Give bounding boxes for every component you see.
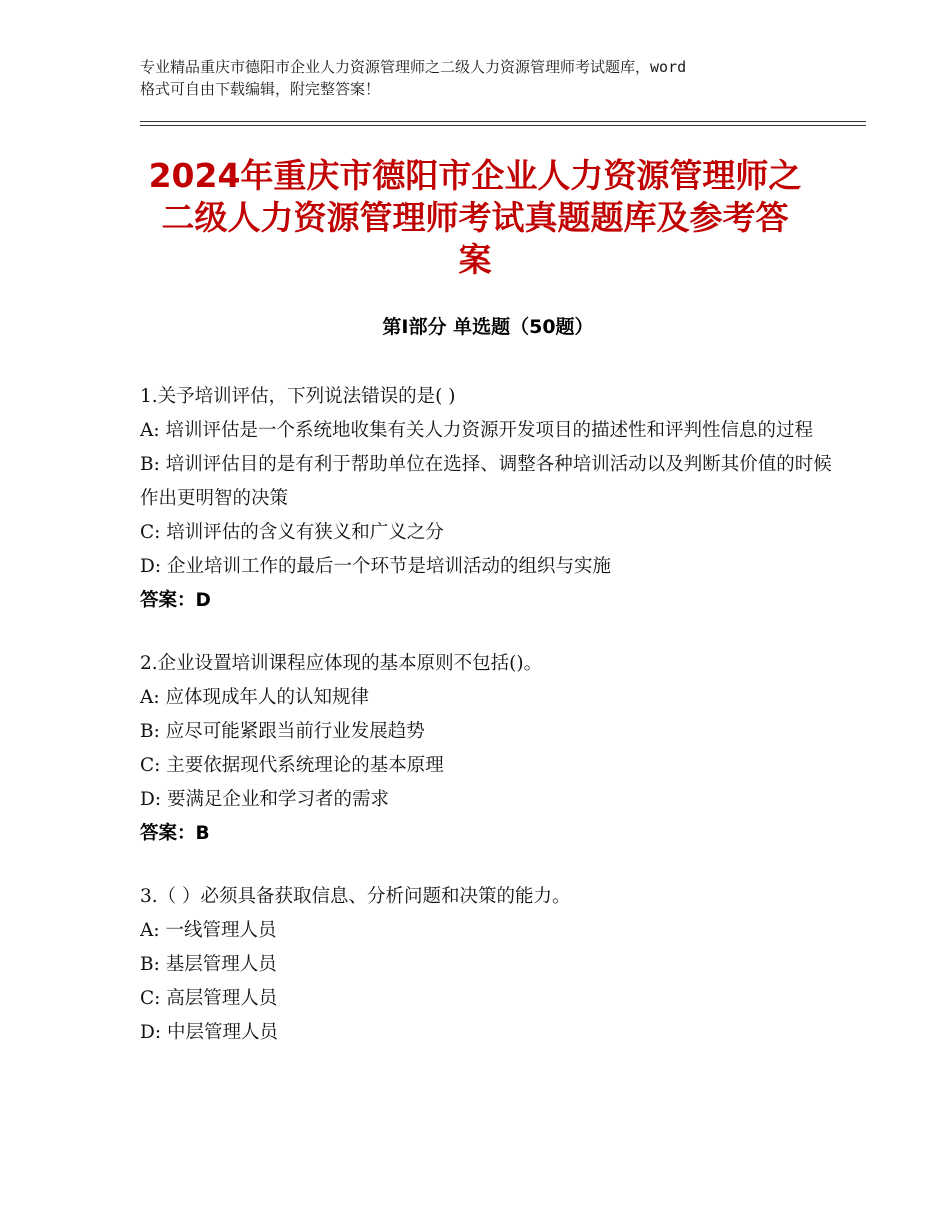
answer-label: 答案：B <box>140 823 210 844</box>
header-divider-bottom <box>140 125 866 126</box>
option-c: C: 主要依据现代系统理论的基本原理 <box>140 755 444 776</box>
question-item <box>140 880 840 1050</box>
question-item <box>140 647 840 851</box>
option-c: C: 高层管理人员 <box>140 988 278 1009</box>
option-c: C: 培训评估的含义有狭义和广义之分 <box>140 522 444 543</box>
question-stem: 1.关予培训评估，下列说法错误的是( ) <box>140 386 456 407</box>
option-d: D: 要满足企业和学习者的需求 <box>140 789 389 810</box>
header-note-line-2: 格式可自由下载编辑，附完整答案！ <box>140 80 381 98</box>
option-d: D: 企业培训工作的最后一个环节是培训活动的组织与实施 <box>140 556 611 577</box>
question-list <box>140 380 840 1079</box>
section-heading: 第Ⅰ部分 单选题（50题） <box>382 316 594 338</box>
question-stem: 3.（ ）必须具备获取信息、分析问题和决策的能力。 <box>140 886 571 907</box>
title-line-1: 2024年重庆市德阳市企业人力资源管理师之 <box>148 156 802 195</box>
question-item <box>140 380 840 618</box>
option-a: A: 应体现成年人的认知规律 <box>140 687 369 708</box>
option-b: B: 培训评估目的是有利于帮助单位在选择、调整各种培训活动以及判断其价值的时候作出更明智的决策 <box>140 454 832 509</box>
option-b: B: 基层管理人员 <box>140 954 277 975</box>
option-b: B: 应尽可能紧跟当前行业发展趋势 <box>140 721 425 742</box>
header-note-line-1: 专业精品重庆市德阳市企业人力资源管理师之二级人力资源管理师考试题库，word <box>140 58 687 76</box>
document-header-note <box>140 56 830 100</box>
option-a: A: 一线管理人员 <box>140 920 277 941</box>
question-stem: 2.企业设置培训课程应体现的基本原则不包括()。 <box>140 653 543 674</box>
answer-label: 答案：D <box>140 590 211 611</box>
option-a: A: 培训评估是一个系统地收集有关人力资源开发项目的描述性和评判性信息的过程 <box>140 420 813 441</box>
header-divider-top <box>140 121 866 122</box>
title-line-2: 二级人力资源管理师考试真题题库及参考答 <box>161 198 789 237</box>
title-line-3: 案 <box>458 240 492 279</box>
option-d: D: 中层管理人员 <box>140 1022 278 1043</box>
document-title <box>120 155 830 281</box>
